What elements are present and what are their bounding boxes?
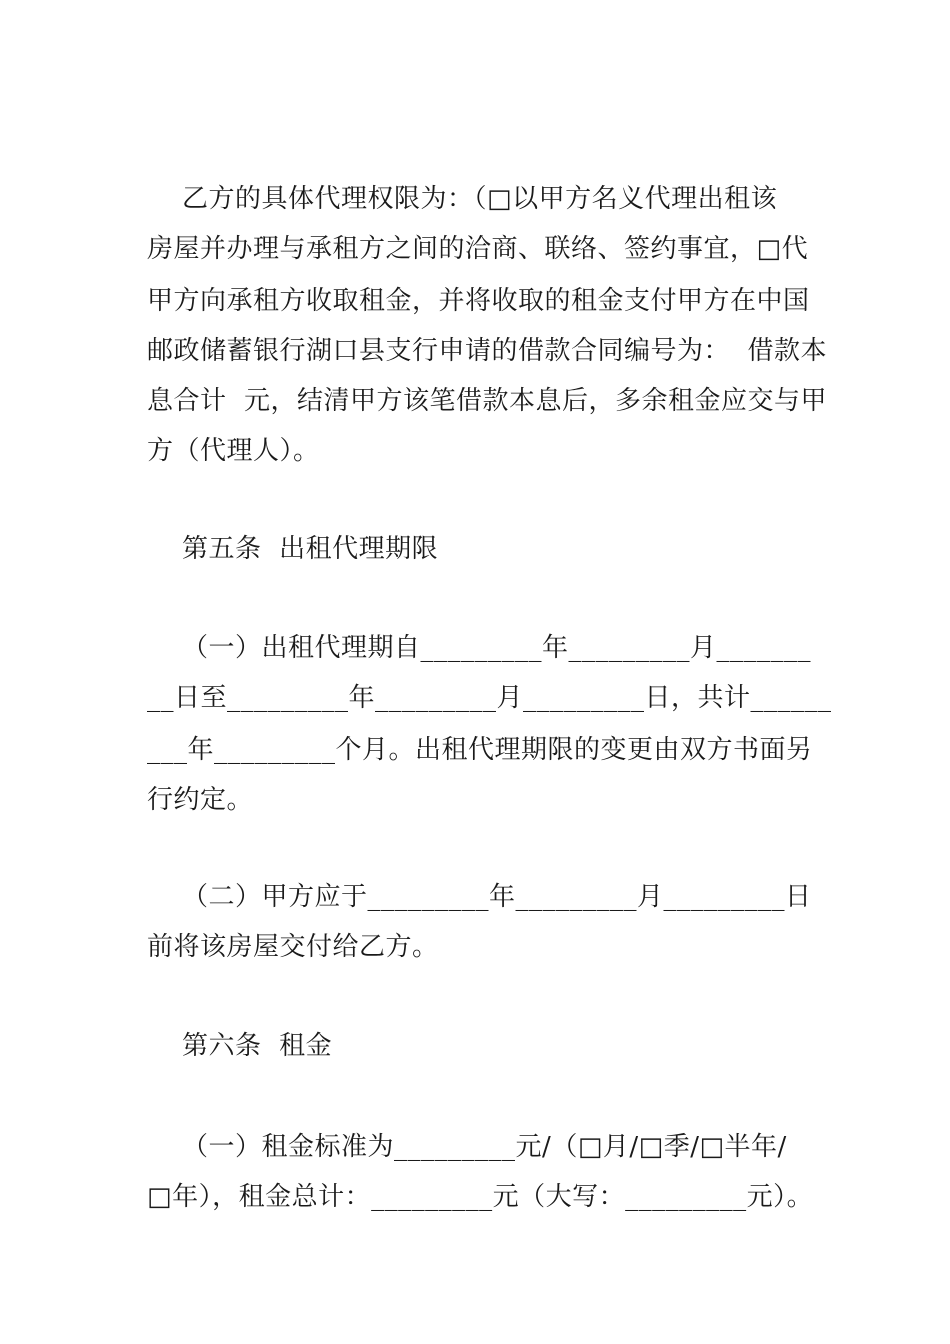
text-line: 房屋并办理与承租方之间的洽商、联络、签约事宜，□代 bbox=[147, 234, 809, 264]
text-line: □年），租金总计：_________元（大写：_________元）。 bbox=[147, 1182, 814, 1212]
article-5-heading: 第五条 出租代理期限 bbox=[147, 534, 439, 564]
text-line: 息合计 元，结清甲方该笔借款本息后，多余租金应交与甲 bbox=[147, 386, 828, 416]
text-line: __日至_________年_________月_________日，共计______ bbox=[147, 683, 832, 713]
text-line: 乙方的具体代理权限为：（□以甲方名义代理出租该 bbox=[147, 184, 778, 214]
text-line: 行约定。 bbox=[147, 785, 254, 815]
text-line: 前将该房屋交付给乙方。 bbox=[147, 932, 439, 962]
text-line: 邮政储蓄银行湖口县支行申请的借款合同编号为： 借款本 bbox=[147, 336, 828, 366]
text-line: 方（代理人）。 bbox=[147, 436, 320, 466]
article-6-heading: 第六条 租金 bbox=[147, 1031, 333, 1061]
text-line: （二）甲方应于_________年_________月_________日 bbox=[147, 882, 812, 912]
text-line: ___年_________个月。出租代理期限的变更由双方书面另 bbox=[147, 735, 813, 765]
text-line: （一）租金标准为_________元/（□月/□季/□半年/ bbox=[147, 1132, 787, 1162]
text-line: 甲方向承租方收取租金，并将收取的租金支付甲方在中国 bbox=[147, 286, 810, 316]
text-line: （一）出租代理期自_________年_________月_______ bbox=[147, 633, 812, 663]
